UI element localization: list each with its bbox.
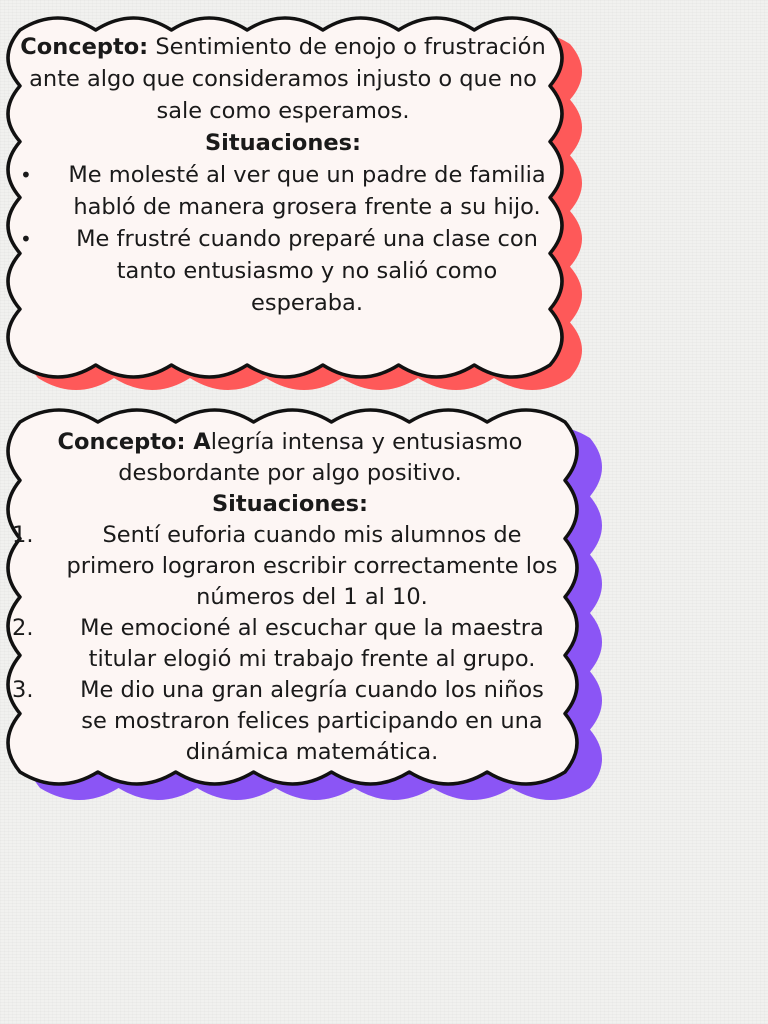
situations-list — [12, 520, 560, 768]
situations-label: Situaciones: — [204, 130, 362, 156]
joy-card — [12, 427, 560, 768]
situation-text: Me dio una gran alegría cuando los niños se mostraron felices participando en una dinámica matemática. — [80, 677, 544, 765]
situation-text: Me molesté al ver que un padre de familia habló de manera grosera frente a su hijo. — [68, 162, 546, 220]
bullet-marker: • — [20, 163, 32, 187]
situation-item — [16, 159, 550, 223]
situation-item — [12, 520, 560, 613]
situations-heading — [16, 127, 550, 159]
number-marker: 2. — [12, 615, 34, 641]
situation-text: Me emocioné al escuchar que la maestra titular elogió mi trabajo frente al grupo. — [80, 615, 544, 672]
number-marker: 1. — [12, 522, 34, 548]
situation-text: Me frustré cuando preparé una clase con tanto entusiasmo y no salió como esperaba. — [76, 226, 538, 316]
situation-item — [12, 613, 560, 675]
situations-heading — [20, 489, 560, 520]
situation-text: Sentí euforia cuando mis alumnos de primero lograron escribir correctamente los números del 1 al 10. — [66, 522, 558, 610]
situations-list — [16, 159, 550, 319]
number-marker: 3. — [12, 677, 34, 703]
bullet-marker: • — [20, 227, 32, 251]
situation-item — [12, 675, 560, 768]
concept-paragraph — [20, 427, 560, 489]
anger-card — [16, 31, 550, 319]
concept-label: Concepto: — [20, 34, 149, 60]
concept-paragraph — [16, 31, 550, 127]
concept-definition: legría intensa y entusiasmo desbordante por algo positivo. — [118, 429, 523, 486]
situations-label: Situaciones: — [211, 491, 369, 517]
concept-label: Concepto: A — [57, 429, 211, 455]
concept-definition: Sentimiento de enojo o frustración ante algo que consideramos injusto o que no sale como esperamos. — [29, 34, 546, 124]
situation-item — [16, 223, 550, 319]
